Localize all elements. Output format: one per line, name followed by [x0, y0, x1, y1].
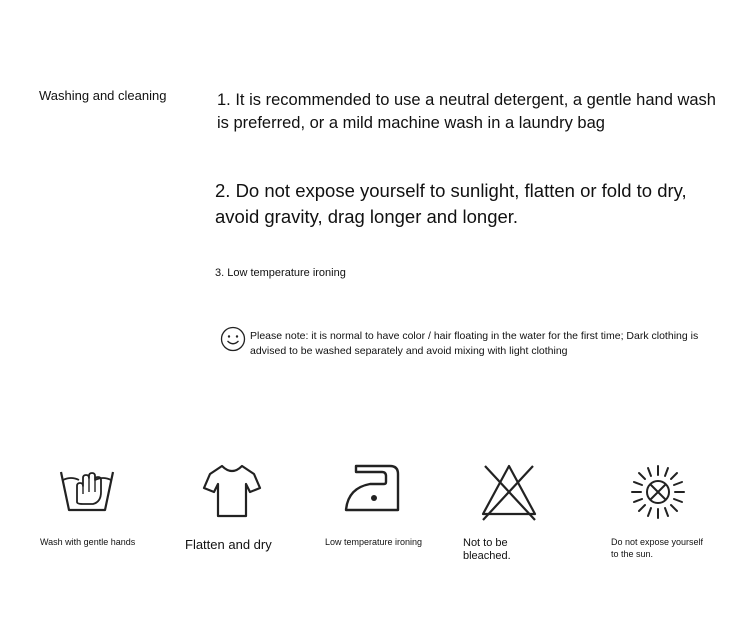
- tshirt-flat-dry-icon: [200, 458, 264, 522]
- instruction-3: 3. Low temperature ironing: [215, 267, 346, 279]
- instruction-2: 2. Do not expose yourself to sunlight, flatten or fold to dry, avoid gravity, drag longer and longer.: [215, 180, 687, 227]
- no-bleach-icon: [477, 460, 541, 524]
- iron-low-temp-icon: [340, 458, 404, 522]
- iron-label: Low temperature ironing: [325, 537, 423, 547]
- instruction-1: 1. It is recommended to use a neutral detergent, a gentle hand wash is preferred, or a mild machine wash in a laundry bag: [217, 91, 716, 132]
- no-sun-label: Do not expose yourself to the sun.: [611, 537, 704, 559]
- section-title: Washing and cleaning: [39, 88, 167, 103]
- hand-wash-label: Wash with gentle hands: [40, 537, 136, 547]
- care-note: Please note: it is normal to have color / hair floating in the water for the first time; Dark clothing is advised to be washed separately and avoid mixing with light clothing: [250, 330, 699, 357]
- hand-wash-icon: [55, 458, 119, 522]
- smiley-icon: [220, 326, 246, 352]
- no-bleach-label: Not to be bleached.: [463, 537, 511, 562]
- no-sun-icon: [626, 460, 690, 524]
- flat-dry-label: Flatten and dry: [185, 537, 272, 552]
